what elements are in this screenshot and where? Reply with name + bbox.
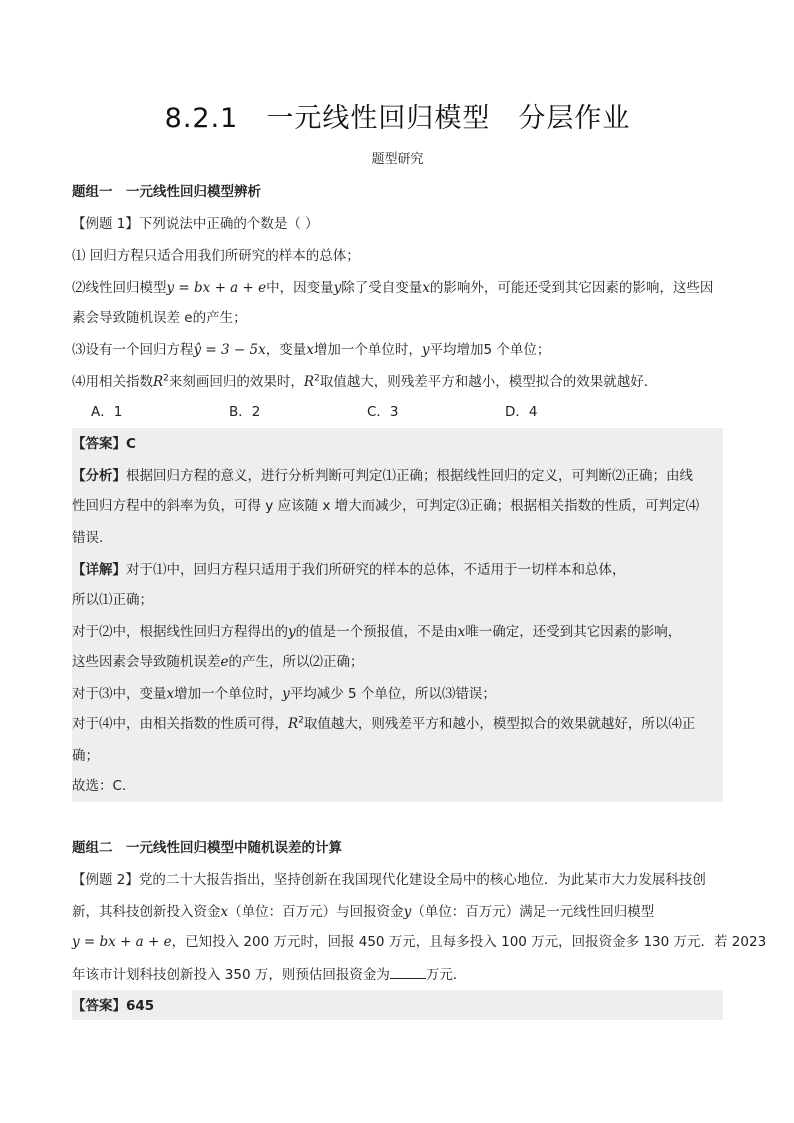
item-2: ⑵线性回归模型y = bx + a + e中，因变量y除了受自变量x的影响外，可能还受到其它因素的影响，这些因 — [72, 280, 714, 296]
detail-line-5: 对于⑶中，变量x增加一个单位时，y平均减少 5 个单位，所以⑶错误； — [72, 686, 496, 702]
item-3: ⑶设有一个回归方程ŷ = 3 − 5x，变量x增加一个单位时，y平均增加5 个单位； — [72, 342, 551, 358]
item-4: ⑷用相关指数$R^2$来刻画回归的效果时，$R^2$取值越大，则残差平方和越小，模型拟合的效果就越好． — [72, 373, 658, 390]
answer-blank — [390, 966, 426, 979]
formula: y = bx + a + e — [72, 934, 172, 950]
analysis-line-2: 性回归方程中的斜率为负，可得 y 应该随 x 增大而减少，可判定⑶正确；根据相关指数的性质，可判定⑷ — [72, 498, 700, 514]
detail-label: 【详解】 — [72, 562, 126, 578]
option-c: C．3 — [367, 404, 399, 420]
analysis-label: 【分析】 — [72, 468, 126, 484]
formula: ŷ = 3 − 5x — [193, 342, 266, 358]
example2-line-4: 年该市计划科技创新投入 350 万，则预估回报资金为 万元． — [72, 967, 467, 983]
page-subtitle: 题型研究 — [371, 152, 424, 167]
item-2-cont: 素会导致随机误差 e的产生； — [72, 310, 247, 326]
analysis-line-1: 【分析】根据回归方程的意义，进行分析判断可判定⑴正确；根据线性回归的定义，可判断⑵正确；由线 — [72, 468, 693, 484]
example1-question — [72, 216, 723, 232]
item-1: ⑴ 回归方程只适合用我们所研究的样本的总体； — [72, 248, 360, 264]
example2-line-3: y = bx + a + e，已知投入 200 万元时，回报 450 万元，且每多投入 100 万元，回报资金多 130 万元．若 2023 — [72, 934, 767, 950]
detail-line-3: 对于⑵中，根据线性回归方程得出的y的值是一个预报值，不是由x唯一确定，还受到其它因素的影响， — [72, 624, 682, 640]
group2-heading: 题组二 一元线性回归模型中随机误差的计算 — [72, 840, 342, 856]
option-d: D．4 — [505, 404, 538, 420]
detail-line-7: 确； — [72, 748, 99, 764]
detail-line-4: 这些因素会导致随机误差e的产生，所以⑵正确； — [72, 654, 364, 670]
group1-heading: 题组一 一元线性回归模型辨析 — [72, 184, 261, 200]
page-title: 8.2.1 一元线性回归模型 分层作业 — [164, 103, 631, 134]
example1-label: 【例题 1】 — [72, 216, 139, 232]
analysis-line-3: 错误. — [72, 530, 104, 546]
answer-2: 【答案】645 — [72, 998, 155, 1014]
detail-line-6: 对于⑷中，由相关指数的性质可得，$R^2$取值越大，则残差平方和越小，模型拟合的效果就越好，所以⑷正 — [72, 715, 696, 732]
solution-block-1 — [72, 428, 723, 802]
option-a: A．1 — [91, 404, 123, 420]
detail-line-1: 【详解】对于⑴中，回归方程只适用于我们所研究的样本的总体，不适用于一切样本和总体， — [72, 562, 626, 578]
formula: y = bx + a + e — [166, 280, 267, 296]
answer-1: 【答案】C — [72, 436, 136, 452]
detail-line-2: 所以⑴正确； — [72, 592, 153, 608]
example2-line-2: 新，其科技创新投入资金x（单位：百万元）与回报资金y（单位：百万元）满足一元线性回归模型 — [72, 904, 655, 920]
example1-text: 下列说法中正确的个数是（ ） — [138, 216, 319, 232]
example2-line-1: 【例题 2】党的二十大报告指出，坚持创新在我国现代化建设全局中的核心地位．为此某市大力发展科技创 — [72, 872, 706, 888]
detail-line-8: 故选：C. — [72, 778, 127, 794]
example2-label: 【例题 2】 — [72, 872, 139, 888]
option-b: B．2 — [229, 404, 261, 420]
options-row — [91, 404, 742, 420]
